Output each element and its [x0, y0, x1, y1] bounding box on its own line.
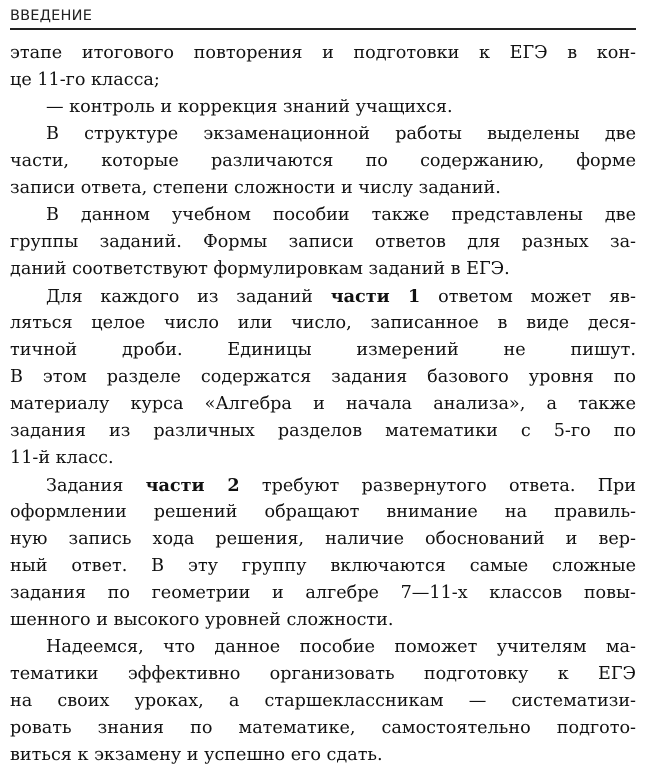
paragraph-task-groups [10, 202, 636, 283]
text-line: ровать знания по математике, самостоятельно подгото- [10, 718, 636, 738]
text-line: задания по геометрии и алгебре 7—11-х классов повы- [10, 583, 636, 603]
text-line: — контроль и коррекция знаний учащихся. [46, 97, 453, 117]
body-text [10, 40, 636, 769]
text-line: записи ответа, степени сложности и числу заданий. [10, 178, 501, 198]
bold-term: части 1 [330, 286, 421, 307]
text-line: даний соответствуют формулировкам заданий в ЕГЭ. [10, 259, 510, 279]
text-line: це 11-го класса; [10, 70, 160, 90]
text-line: В данном учебном пособии также представлены две [46, 205, 636, 225]
text-line: В этом разделе содержатся задания базового уровня по [10, 367, 636, 387]
running-head: ВВЕДЕНИЕ [10, 8, 93, 24]
text-line: шенного и высокого уровней сложности. [10, 610, 394, 630]
text-line: виться к экзамену и успешно его сдать. [10, 745, 383, 765]
text-line: ный ответ. В эту группу включаются самые сложные [10, 556, 636, 576]
paragraph-closing [10, 634, 636, 769]
text-run: Для каждого из заданий [46, 287, 331, 307]
text-line: этапе итогового повторения и подготовки к ЕГЭ в кон- [10, 43, 636, 63]
text-line [10, 472, 636, 499]
text-line: части, которые различаются по содержанию, форме [10, 151, 636, 171]
text-line: задания из различных разделов математики с 5-го по [10, 421, 636, 441]
text-line: материалу курса «Алгебра и начала анализа», а также [10, 394, 636, 414]
text-line [10, 283, 636, 310]
text-line: группы заданий. Формы записи ответов для разных за- [10, 232, 636, 252]
text-line: тематики эффективно организовать подготовку к ЕГЭ [10, 664, 636, 684]
paragraph-part-2 [10, 472, 636, 634]
text-line: 11-й класс. [10, 448, 114, 468]
text-line: оформлении решений обращают внимание на правиль- [10, 502, 636, 522]
header-rule [10, 28, 636, 30]
text-line: ляться целое число или число, записанное в виде деся- [10, 313, 636, 333]
text-line: тичной дроби. Единицы измерений не пишут. [10, 340, 636, 360]
text-line: на своих уроках, а старшеклассникам — систематизи- [10, 691, 636, 711]
bold-term: части 2 [145, 475, 240, 496]
text-run: Задания [46, 476, 146, 496]
text-run: требуют развернутого ответа. При [239, 476, 637, 496]
paragraph-continuation [10, 40, 636, 94]
text-run: ответом может яв- [420, 287, 637, 307]
text-line: В структуре экзаменационной работы выделены две [46, 124, 636, 144]
book-page [10, 6, 636, 769]
paragraph-part-1 [10, 283, 636, 472]
paragraph-list-item [10, 94, 636, 121]
paragraph-structure [10, 121, 636, 202]
text-line: Надеемся, что данное пособие поможет учителям ма- [46, 637, 636, 657]
text-line: ную запись хода решения, наличие обоснований и вер- [10, 529, 636, 549]
